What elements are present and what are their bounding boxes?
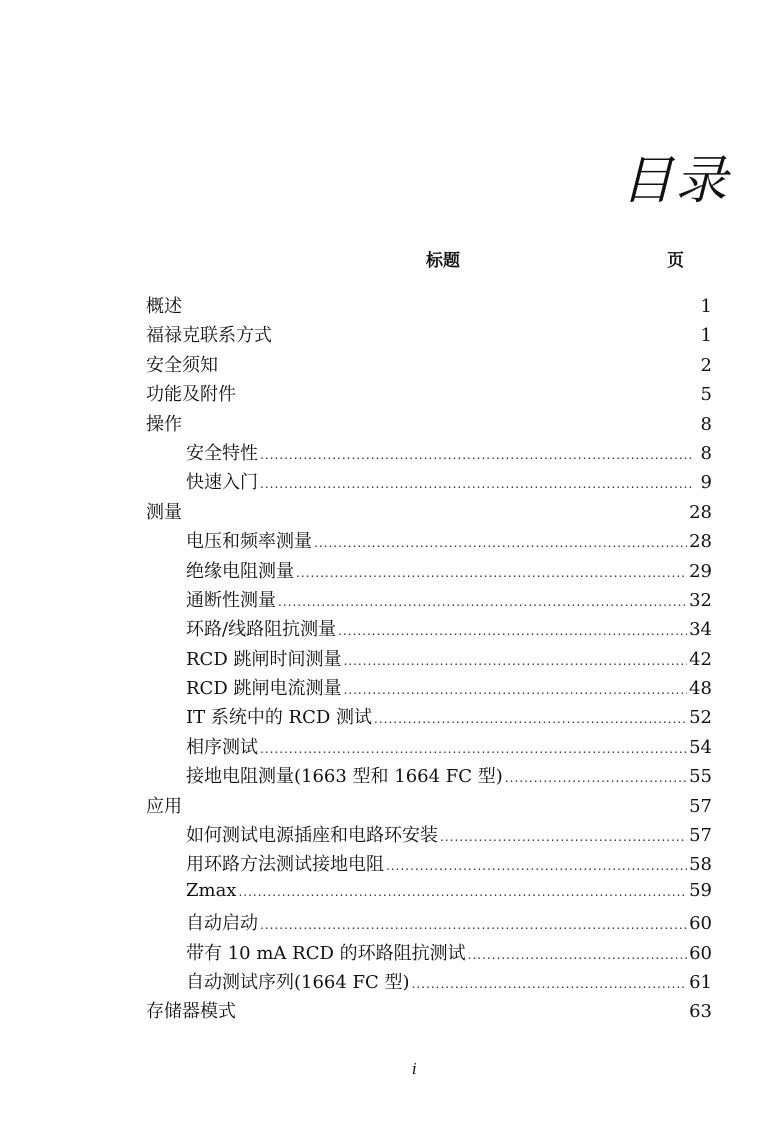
dot-leader	[314, 536, 687, 550]
toc-entry-page: 28	[689, 531, 712, 553]
toc-entry[interactable]	[146, 586, 712, 615]
toc-entry-label: 接地电阻测量(1663 型和 1664 FC 型)	[186, 766, 503, 788]
toc-entry[interactable]	[146, 321, 712, 350]
toc-entry[interactable]	[146, 439, 712, 468]
toc-entry[interactable]	[146, 703, 712, 732]
dot-leader	[440, 830, 687, 844]
toc-entry-label: 安全特性	[186, 442, 258, 464]
toc-entry-page: 32	[689, 589, 712, 611]
dot-leader	[338, 624, 687, 638]
toc-entry-label: IT 系统中的 RCD 测试	[186, 707, 373, 729]
dot-leader	[343, 683, 687, 697]
toc-entry-page: 28	[689, 501, 712, 523]
toc-entry-label: 绝缘电阻测量	[186, 560, 294, 582]
toc-entry[interactable]	[146, 674, 712, 703]
toc-entry-page: 54	[689, 736, 712, 758]
toc-entry[interactable]	[146, 733, 712, 762]
toc-entry-label: 带有 10 mA RCD 的环路阻抗测试	[186, 942, 466, 964]
dot-leader	[260, 448, 692, 462]
toc-entry-label: 自动启动	[186, 913, 258, 935]
toc-entry-label: 安全须知	[146, 354, 218, 376]
toc-entry[interactable]	[146, 850, 712, 879]
toc-entry[interactable]	[146, 615, 712, 644]
dot-leader	[296, 566, 687, 580]
toc-entry-page: 8	[700, 413, 712, 435]
toc-entry-page: 9	[700, 472, 712, 494]
toc-entry-page: 8	[700, 442, 712, 464]
toc-entry[interactable]	[146, 997, 712, 1026]
dot-leader	[412, 977, 688, 991]
toc-entry-label: 概述	[146, 296, 182, 317]
page-title: 目录	[620, 151, 729, 211]
toc-entry-page: 59	[689, 879, 712, 901]
toc-entry-label: 环路/线路阻抗测量	[186, 619, 337, 641]
toc-entry-page: 42	[689, 648, 712, 670]
toc-entry-page: 1	[700, 296, 712, 317]
toc-entry-page: 60	[689, 942, 712, 964]
toc-entry-label: 应用	[146, 795, 182, 817]
toc-entry[interactable]	[146, 557, 712, 586]
toc-entry-label: RCD 跳闸时间测量	[186, 648, 342, 670]
toc-entry-label: 如何测试电源插座和电路环安装	[186, 825, 438, 847]
toc-entry-label: 存储器模式	[146, 1001, 236, 1023]
toc-entry-label: 功能及附件	[146, 384, 236, 406]
toc-entry-label: 自动测试序列(1664 FC 型)	[186, 971, 410, 993]
dot-leader	[238, 885, 687, 899]
dot-leader	[468, 948, 687, 962]
toc-entry[interactable]	[146, 292, 712, 321]
toc-entry-page: 1	[700, 325, 712, 347]
toc-entry-page: 61	[689, 971, 712, 993]
toc-entry[interactable]	[146, 410, 712, 439]
title-column-header: 标题	[426, 251, 460, 271]
dot-leader	[374, 712, 687, 726]
toc-entry[interactable]	[146, 939, 712, 968]
dot-leader	[260, 742, 687, 756]
dot-leader	[386, 859, 687, 873]
toc-entry[interactable]	[146, 762, 712, 791]
toc-entry-page: 29	[689, 560, 712, 582]
toc-entry[interactable]	[146, 880, 712, 909]
toc-entry-label: Zmax	[186, 879, 237, 901]
toc-entry[interactable]	[146, 351, 712, 380]
toc-entry-label: 操作	[146, 413, 182, 435]
toc-entry-page: 60	[689, 913, 712, 935]
toc-entry-label: 电压和频率测量	[186, 531, 312, 553]
footer-page-number: i	[412, 1060, 417, 1078]
toc-entry-label: 用环路方法测试接地电阻	[186, 854, 384, 876]
toc-entry-page: 2	[700, 354, 712, 376]
toc-entry[interactable]	[146, 645, 712, 674]
dot-leader	[260, 918, 687, 932]
table-of-contents	[146, 292, 712, 1027]
toc-entry-page: 57	[689, 795, 712, 817]
toc-entry[interactable]	[146, 380, 712, 409]
dot-leader	[505, 771, 687, 785]
toc-entry-label: 测量	[146, 501, 182, 523]
toc-entry-label: RCD 跳闸电流测量	[186, 678, 342, 700]
toc-entry-page: 57	[689, 825, 712, 847]
toc-entry-page: 52	[689, 707, 712, 729]
toc-entry-label: 快速入门	[186, 472, 258, 494]
dot-leader	[260, 477, 692, 491]
toc-entry-label: 福禄克联系方式	[146, 325, 272, 347]
dot-leader	[278, 595, 687, 609]
toc-entry[interactable]	[146, 468, 712, 497]
toc-entry-page: 63	[689, 1001, 712, 1023]
toc-entry-page: 55	[689, 766, 712, 788]
toc-entry[interactable]	[146, 792, 712, 821]
toc-entry-page: 34	[689, 619, 712, 641]
toc-entry[interactable]	[146, 968, 712, 997]
toc-entry-page: 58	[689, 854, 712, 876]
page-column-header: 页	[667, 251, 684, 271]
toc-entry-page: 5	[700, 384, 712, 406]
toc-entry-page: 48	[689, 678, 712, 700]
toc-entry[interactable]	[146, 909, 712, 938]
toc-entry[interactable]	[146, 821, 712, 850]
toc-entry[interactable]	[146, 498, 712, 527]
dot-leader	[343, 654, 687, 668]
toc-entry-label: 相序测试	[186, 736, 258, 758]
toc-entry-label: 通断性测量	[186, 589, 276, 611]
toc-entry[interactable]	[146, 527, 712, 556]
